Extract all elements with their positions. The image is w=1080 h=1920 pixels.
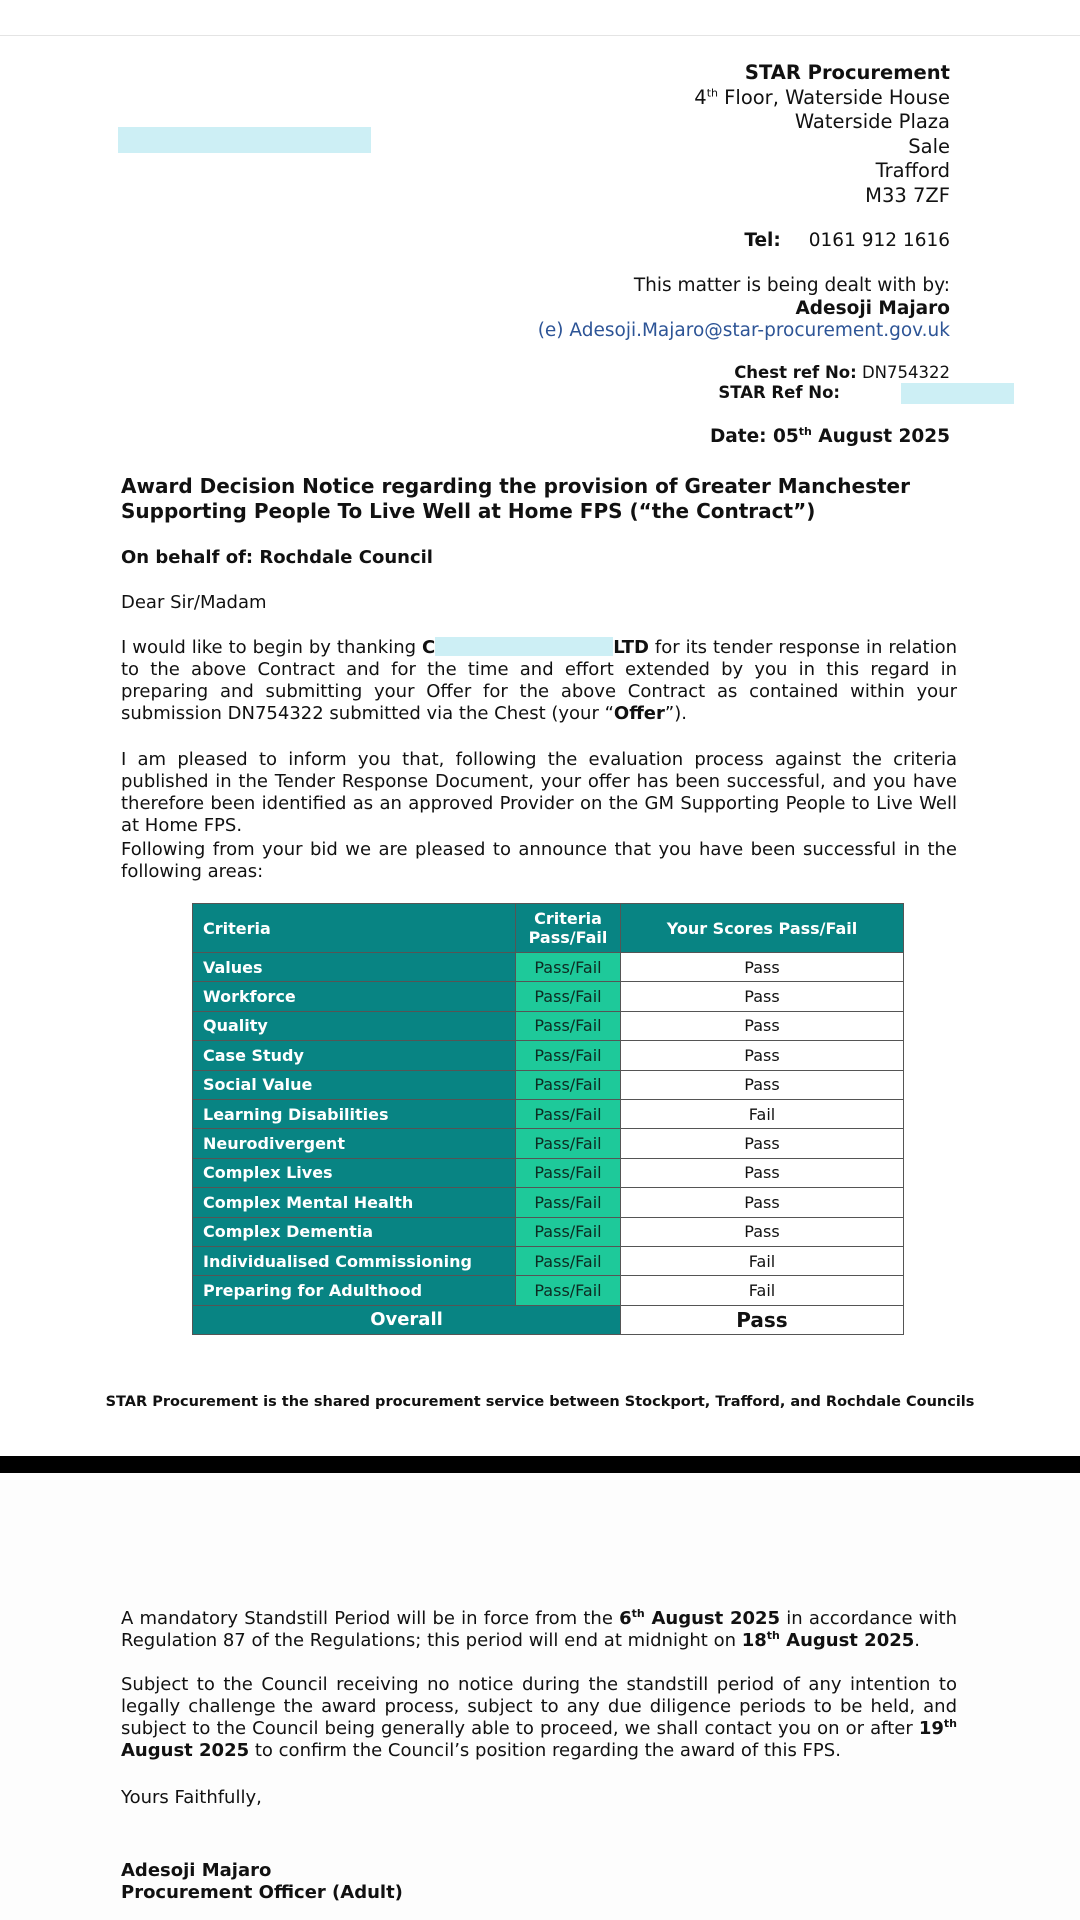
- signature-name: Adesoji Majaro: [121, 1860, 272, 1881]
- paragraph-success: I am pleased to inform you that, following the evaluation process against the criteria published in the Tender Response Document, your offer has been successful, and you have therefore been identified as an approved Provider on the GM Supporting People to Live Well at Home FPS.: [121, 749, 957, 836]
- sender-postcode: M33 7ZF: [865, 183, 950, 207]
- criteria-type: Pass/Fail: [516, 1276, 621, 1305]
- letter-date: Date: 05th August 2025: [709, 424, 950, 447]
- table-row: [193, 982, 904, 1011]
- sender-address-line1: 4th Floor, Waterside House: [694, 85, 950, 109]
- table-row: [193, 1217, 904, 1246]
- table-row: [193, 1070, 904, 1099]
- criteria-name: Quality: [193, 1011, 516, 1040]
- criteria-type: Pass/Fail: [516, 1129, 621, 1158]
- criteria-type: Pass/Fail: [516, 1217, 621, 1246]
- table-row: [193, 1099, 904, 1128]
- contact-intro: This matter is being dealt with by:: [633, 275, 950, 296]
- paragraph-standstill: A mandatory Standstill Period will be in force from the 6th August 2025 in accordance with Regulation 87 of the Regulations; this period will end at midnight on 18th August 2025.: [121, 1607, 957, 1651]
- criteria-table: [192, 903, 904, 1335]
- criteria-score: Pass: [621, 1188, 904, 1217]
- criteria-type: Pass/Fail: [516, 1041, 621, 1070]
- paragraph-thanks: I would like to begin by thanking C LTD for its tender response in relation to the above Contract and for the time and effort extended by you in this regard in preparing and submitting your Offer for the above Contract as contained within your submission DN754322 submitted via the Chest (your “Offer”).: [121, 637, 957, 724]
- criteria-name: Workforce: [193, 982, 516, 1011]
- criteria-name: Complex Lives: [193, 1158, 516, 1187]
- footer-note: STAR Procurement is the shared procurement service between Stockport, Trafford, and Rochdale Councils: [105, 1394, 975, 1410]
- criteria-name: Values: [193, 953, 516, 982]
- criteria-score: Pass: [621, 1158, 904, 1187]
- criteria-type: Pass/Fail: [516, 1011, 621, 1040]
- sender-address-line2: Waterside Plaza: [794, 110, 950, 133]
- table-row: [193, 953, 904, 982]
- paragraph-subject-to: Subject to the Council receiving no notice during the standstill period of any intention to legally challenge the award process, subject to any due diligence periods to be held, and subject to the Council being generally able to proceed, we shall contact you on or after 19th August 2025 to confirm the Council’s position regarding the award of this FPS.: [121, 1674, 957, 1761]
- overall-value: Pass: [621, 1305, 904, 1334]
- overall-row: [193, 1305, 904, 1334]
- table-row: [193, 1276, 904, 1305]
- table-row: [193, 1129, 904, 1158]
- table-row: [193, 1246, 904, 1275]
- table-row: [193, 1158, 904, 1187]
- chest-ref: Chest ref No: DN754322: [734, 363, 950, 382]
- contact-block: [538, 275, 950, 343]
- table-row: [193, 1188, 904, 1217]
- criteria-score: Pass: [621, 1217, 904, 1246]
- closing: Yours Faithfully,: [121, 1787, 262, 1808]
- criteria-score: Pass: [621, 982, 904, 1011]
- header-criteria: Criteria: [193, 904, 516, 953]
- table-row: [193, 1011, 904, 1040]
- sender-org: STAR Procurement: [744, 61, 950, 84]
- tel-value: 0161 912 1616: [808, 230, 950, 251]
- tel-label: Tel:: [744, 230, 781, 251]
- sender-address-line4: Trafford: [875, 159, 950, 182]
- on-behalf-of: On behalf of: Rochdale Council: [121, 547, 433, 568]
- header-criteria-pass-fail: Criteria Pass/Fail: [516, 904, 621, 953]
- criteria-type: Pass/Fail: [516, 1099, 621, 1128]
- redacted-star-ref: [901, 383, 1014, 404]
- criteria-name: Individualised Commissioning: [193, 1246, 516, 1275]
- criteria-name: Neurodivergent: [193, 1129, 516, 1158]
- star-ref: STAR Ref No:: [718, 383, 840, 402]
- letter-title: Award Decision Notice regarding the provision of Greater Manchester Supporting People To Live Well at Home FPS (“the Contract”): [121, 474, 910, 523]
- criteria-score: Pass: [621, 1011, 904, 1040]
- criteria-score: Pass: [621, 1129, 904, 1158]
- criteria-type: Pass/Fail: [516, 1188, 621, 1217]
- criteria-name: Case Study: [193, 1041, 516, 1070]
- sender-address: [694, 61, 950, 208]
- criteria-score: Fail: [621, 1276, 904, 1305]
- letter-page-2: [0, 1473, 1080, 1920]
- salutation: Dear Sir/Madam: [121, 592, 267, 613]
- criteria-name: Social Value: [193, 1070, 516, 1099]
- criteria-type: Pass/Fail: [516, 1246, 621, 1275]
- criteria-name: Preparing for Adulthood: [193, 1276, 516, 1305]
- page-break-bar: [0, 1456, 1080, 1473]
- criteria-type: Pass/Fail: [516, 953, 621, 982]
- header-your-scores: Your Scores Pass/Fail: [621, 904, 904, 953]
- redacted-company-name: [435, 637, 613, 656]
- signature-title: Procurement Officer (Adult): [121, 1882, 403, 1903]
- criteria-score: Fail: [621, 1099, 904, 1128]
- criteria-type: Pass/Fail: [516, 1158, 621, 1187]
- table-row: [193, 1041, 904, 1070]
- criteria-name: Complex Dementia: [193, 1217, 516, 1246]
- criteria-type: Pass/Fail: [516, 1070, 621, 1099]
- criteria-score: Pass: [621, 1041, 904, 1070]
- overall-label: Overall: [193, 1305, 621, 1334]
- criteria-score: Pass: [621, 953, 904, 982]
- letter-page-1: [0, 36, 1080, 1456]
- contact-name: Adesoji Majaro: [795, 297, 950, 319]
- telephone: [744, 230, 950, 251]
- criteria-name: Learning Disabilities: [193, 1099, 516, 1128]
- criteria-name: Complex Mental Health: [193, 1188, 516, 1217]
- table-header-row: [193, 904, 904, 953]
- paragraph-areas: Following from your bid we are pleased to announce that you have been successful in the following areas:: [121, 839, 957, 882]
- sender-address-line3: Sale: [908, 134, 950, 158]
- criteria-score: Fail: [621, 1246, 904, 1275]
- redacted-recipient-address: [118, 127, 371, 153]
- criteria-score: Pass: [621, 1070, 904, 1099]
- contact-email[interactable]: (e) Adesoji.Majaro@star-procurement.gov.uk: [537, 320, 950, 341]
- criteria-type: Pass/Fail: [516, 982, 621, 1011]
